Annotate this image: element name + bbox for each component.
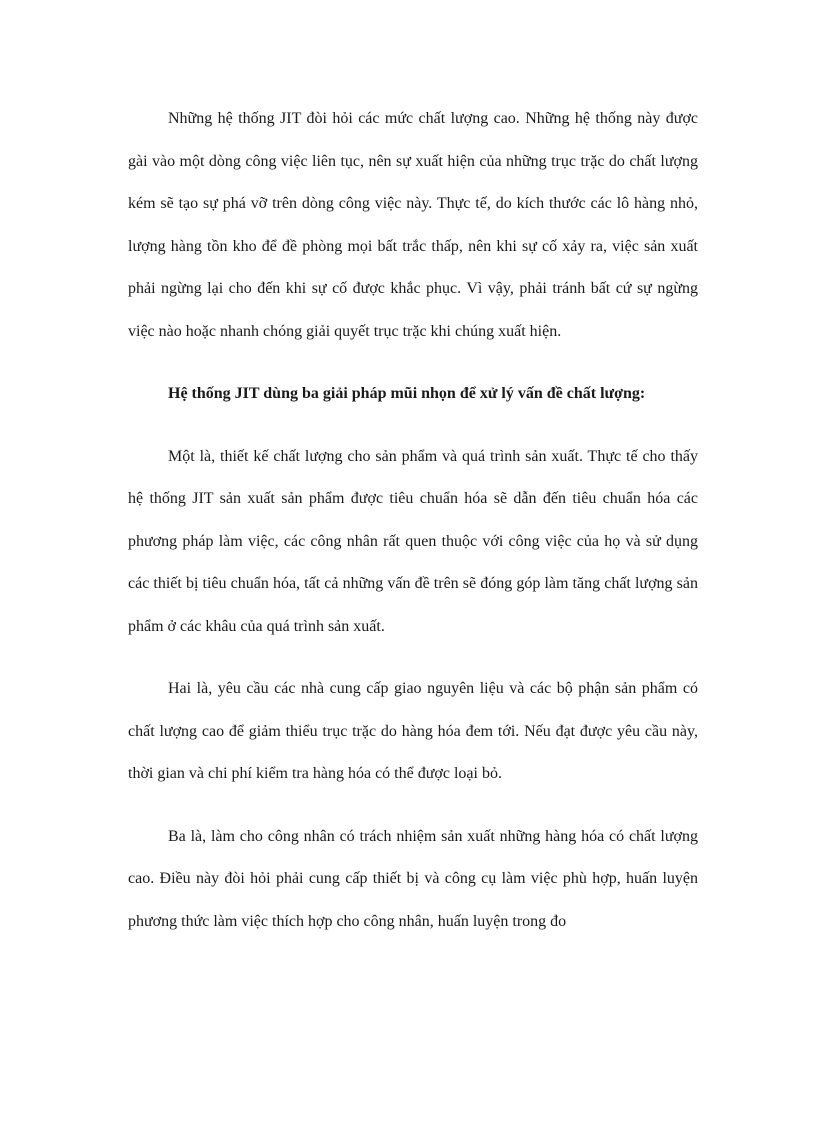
document-body bbox=[128, 98, 698, 943]
paragraph-jit-quality-intro: Những hệ thống JIT đòi hỏi các mức chất lượng cao. Những hệ thống này được gài vào một dòng công việc liên tục, nên sự xuất hiện của những trục trặc do chất lượng kém sẽ tạo sự phá vỡ trên dòng công việc này. Thực tế, do kích thước các lô hàng nhỏ, lượng hàng tồn kho để đề phòng mọi bất trắc thấp, nên khi sự cố xảy ra, việc sản xuất phải ngừng lại cho đến khi sự cố được khắc phục. Vì vậy, phải tránh bất cứ sự ngừng việc nào hoặc nhanh chóng giải quyết trục trặc khi chúng xuất hiện. bbox=[128, 110, 698, 340]
paragraph-solution-three: Ba là, làm cho công nhân có trách nhiệm sản xuất những hàng hóa có chất lượng cao. Điều này đòi hỏi phải cung cấp thiết bị và công cụ làm việc phù hợp, huấn luyện phương thức làm việc thích hợp cho công nhân, huấn luyện trong đo bbox=[128, 827, 698, 930]
section-heading-quality-solutions: Hệ thống JIT dùng ba giải pháp mũi nhọn để xử lý vấn đề chất lượng: bbox=[168, 385, 646, 402]
paragraph-solution-two: Hai là, yêu cầu các nhà cung cấp giao nguyên liệu và các bộ phận sản phẩm có chất lượng cao để giảm thiểu trục trặc do hàng hóa đem tới. Nếu đạt được yêu cầu này, thời gian và chi phí kiểm tra hàng hóa có thể được loại bỏ. bbox=[128, 680, 698, 782]
paragraph-solution-one: Một là, thiết kế chất lượng cho sản phẩm và quá trình sản xuất. Thực tế cho thấy hệ thống JIT sản xuất sản phẩm được tiêu chuẩn hóa sẽ dẫn đến tiêu chuẩn hóa các phương pháp làm việc, các công nhân rất quen thuộc với công việc của họ và sử dụng các thiết bị tiêu chuẩn hóa, tất cả những vấn đề trên sẽ đóng góp làm tăng chất lượng sản phẩm ở các khâu của quá trình sản xuất. bbox=[128, 447, 698, 635]
